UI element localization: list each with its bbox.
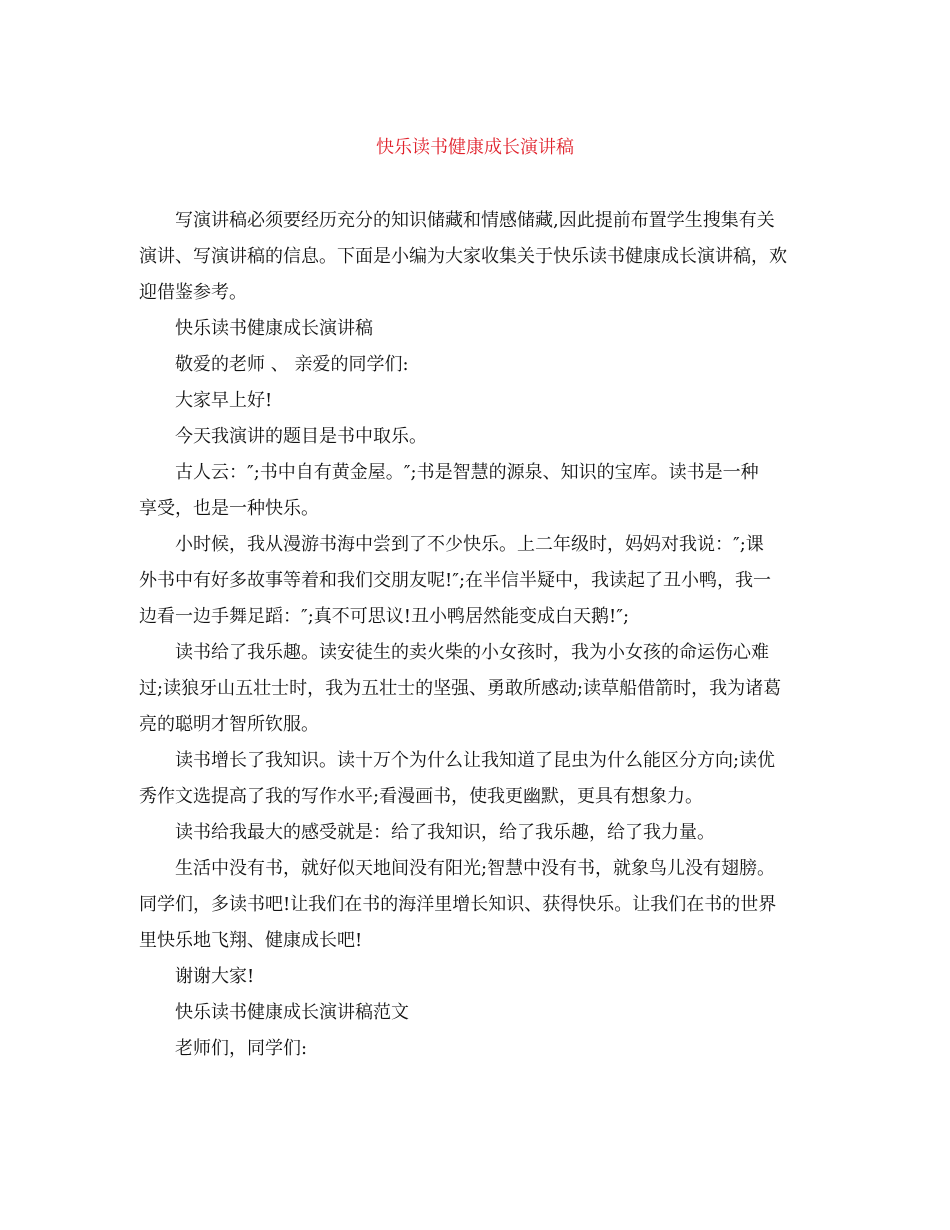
paragraph-line: 外书中有好多故事等着和我们交朋友呢!″;在半信半疑中，我读起了丑小鸭，我一 [139, 570, 772, 591]
paragraph-line: 亮的聪明才智所钦服。 [139, 714, 319, 735]
paragraph-line: 边看一边手舞足蹈：″;真不可思议!丑小鸭居然能变成白天鹅!″; [139, 606, 630, 627]
paragraph-line: 读书增长了我知识。读十万个为什么让我知道了昆虫为什么能区分方向;读优 [175, 750, 776, 771]
paragraph-line: 快乐读书健康成长演讲稿 [175, 318, 373, 339]
paragraph [139, 743, 811, 815]
paragraph [139, 311, 811, 347]
paragraph-line: 小时候，我从漫游书海中尝到了不少快乐。上二年级时，妈妈对我说：″;课 [175, 534, 764, 555]
document-title: 快乐读书健康成长演讲稿 [376, 137, 574, 158]
paragraph-line: 写演讲稿必须要经历充分的知识储藏和情感储藏,因此提前布置学生搜集有关 [175, 210, 775, 231]
paragraph-line: 秀作文选提高了我的写作水平;看漫画书，使我更幽默，更具有想象力。 [139, 786, 704, 807]
paragraph-line: 同学们，多读书吧!让我们在书的海洋里增长知识、获得快乐。让我们在书的世界 [139, 894, 777, 915]
paragraph [139, 347, 811, 383]
paragraph-line: 读书给我最大的感受就是：给了我知识，给了我乐趣，给了我力量。 [175, 822, 715, 843]
paragraph-line: 过;读狼牙山五壮士时，我为五壮士的坚强、勇敢所感动;读草船借箭时，我为诸葛 [139, 678, 782, 699]
paragraph-line: 大家早上好! [175, 390, 273, 411]
paragraph [139, 635, 811, 743]
paragraph [139, 815, 811, 851]
paragraph [139, 455, 811, 527]
paragraph-line: 读书给了我乐趣。读安徒生的卖火柴的小女孩时，我为小女孩的命运伤心难 [175, 642, 769, 663]
paragraph [139, 203, 811, 311]
paragraph-line: 老师们，同学们: [175, 1038, 308, 1059]
paragraph [139, 851, 811, 959]
paragraph-line: 里快乐地飞翔、健康成长吧! [139, 930, 363, 951]
paragraph [139, 959, 811, 995]
paragraph-line: 演讲、写演讲稿的信息。下面是小编为大家收集关于快乐读书健康成长演讲稿，欢 [139, 246, 787, 267]
paragraph [139, 1031, 811, 1067]
paragraph [139, 383, 811, 419]
paragraph-line: 谢谢大家! [175, 966, 255, 987]
document-body [139, 203, 811, 1067]
paragraph-line: 今天我演讲的题目是书中取乐。 [175, 426, 427, 447]
paragraph-line: 快乐读书健康成长演讲稿范文 [175, 1002, 409, 1023]
paragraph-line: 生活中没有书，就好似天地间没有阳光;智慧中没有书，就象鸟儿没有翅膀。 [175, 858, 776, 879]
paragraph [139, 419, 811, 455]
paragraph-line: 享受，也是一种快乐。 [139, 498, 319, 519]
paragraph-line: 古人云：″;书中自有黄金屋。″;书是智慧的源泉、知识的宝库。读书是一种 [175, 462, 759, 483]
paragraph [139, 995, 811, 1031]
paragraph [139, 527, 811, 635]
paragraph-line: 迎借鉴参考。 [139, 282, 247, 303]
paragraph-line: 敬爱的老师 、 亲爱的同学们: [175, 354, 409, 375]
